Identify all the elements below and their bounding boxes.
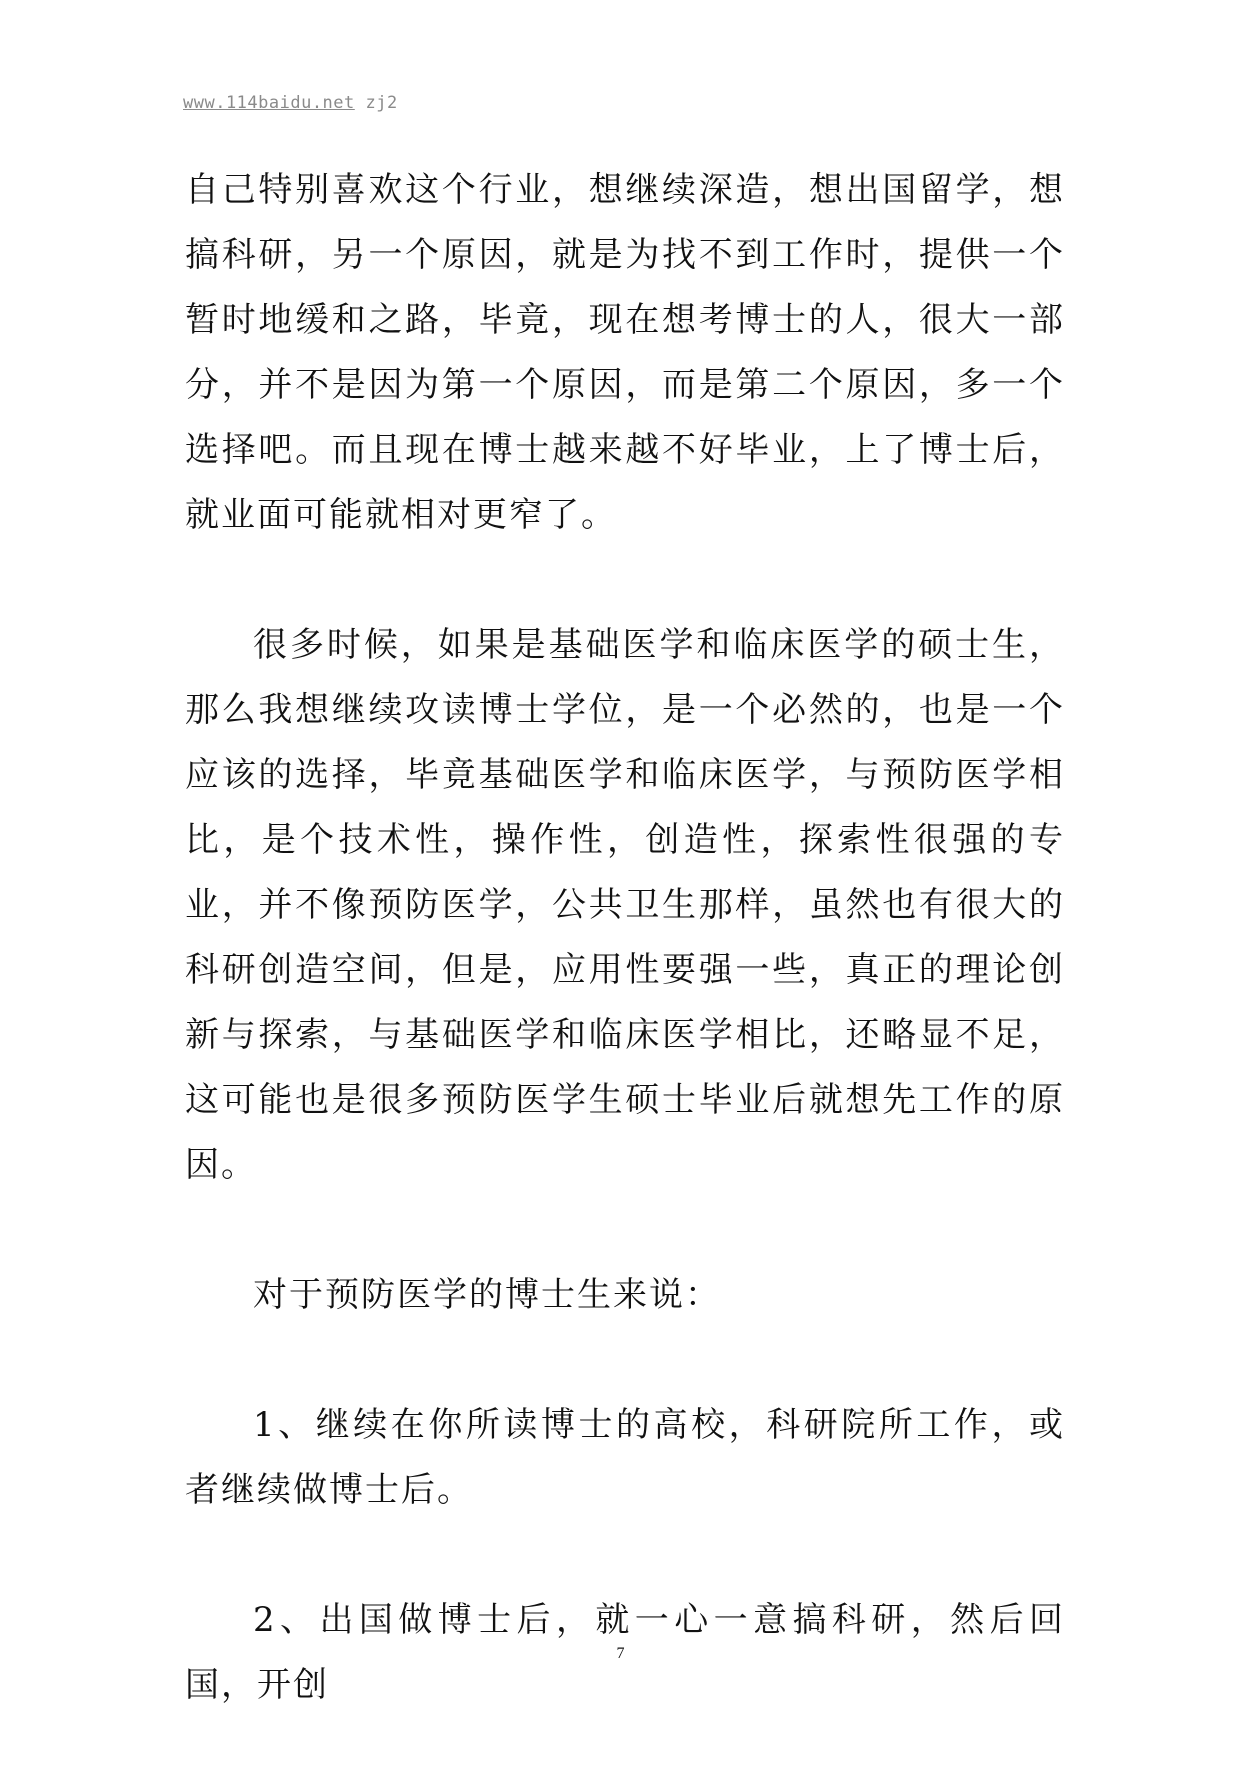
paragraph-continuation: 自己特别喜欢这个行业，想继续深造，想出国留学，想搞科研，另一个原因，就是为找不到工作时，提供一个暂时地缓和之路，毕竟，现在想考博士的人，很大一部分，并不是因为第一个原因，而是第二个原因，多一个选择吧。而且现在博士越来越不好毕业，上了博士后，就业面可能就相对更窄了。 (185, 170, 1065, 535)
paragraph-option-1: 1、继续在你所读博士的高校，科研院所工作，或者继续做博士后。 (185, 1405, 1065, 1510)
paragraph-medicine-comparison: 很多时候，如果是基础医学和临床医学的硕士生，那么我想继续攻读博士学位，是一个必然的，也是一个应该的选择，毕竟基础医学和临床医学，与预防医学相比，是个技术性，操作性，创造性，探索性很强的专业，并不像预防医学，公共卫生那样，虽然也有很大的科研创造空间，但是，应用性要强一些，真正的理论创新与探索，与基础医学和临床医学相比，还略显不足，这可能也是很多预防医学生硕士毕业后就想先工作的原因。 (185, 625, 1065, 1185)
page-number: 7 (616, 1645, 625, 1662)
paragraph-phd-options-intro: 对于预防医学的博士生来说： (253, 1275, 721, 1315)
header-url-link[interactable]: www.114baidu.net (183, 93, 355, 113)
document-body (185, 158, 1065, 1783)
paragraph-option-2: 2、出国做博士后，就一心一意搞科研，然后回国，开创 (185, 1600, 1065, 1705)
header-tag: zj2 (365, 93, 398, 113)
header-watermark (183, 93, 398, 113)
